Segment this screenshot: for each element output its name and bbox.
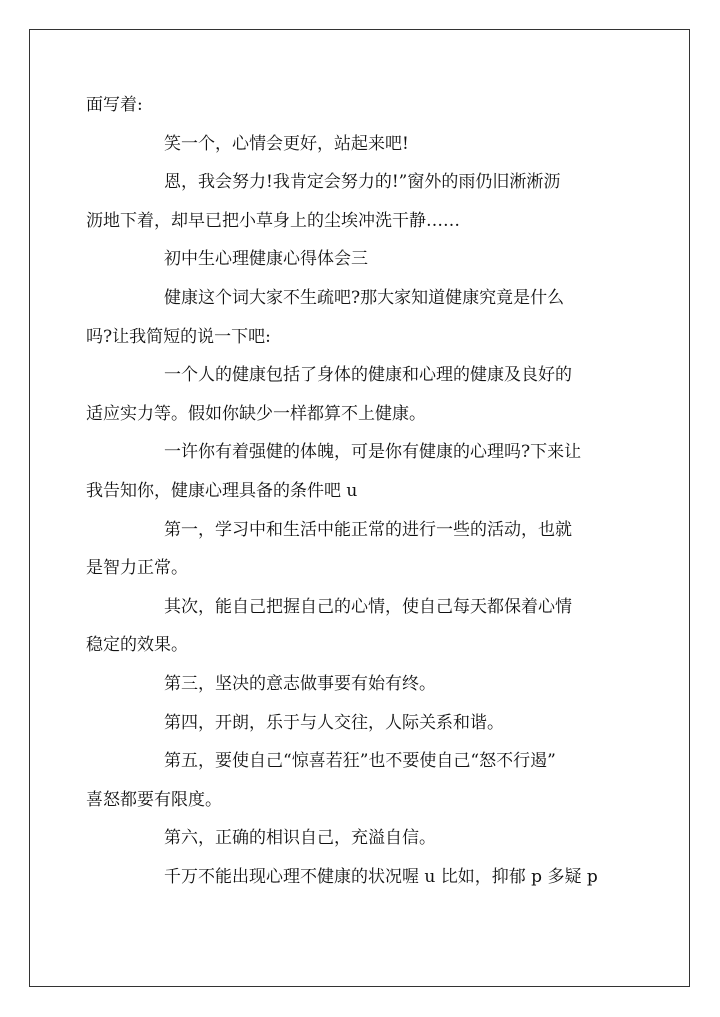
text-line: 我告知你，健康心理具备的条件吧 u [86,480,358,501]
text-line: 一许你有着强健的体魄，可是你有健康的心理吗?下来让 [164,442,582,463]
text-line: 沥地下着，却早已把小草身上的尘埃冲洗干静…… [86,210,460,231]
document-body [86,86,638,896]
text-line: 健康这个词大家不生疏吧?那大家知道健康究竟是什么 [164,287,565,308]
text-line: 第五，要使自己“惊喜若狂”也不要使自己“怒不行遏” [164,751,556,772]
text-line: 一个人的健康包括了身体的健康和心理的健康及良好的 [164,365,572,386]
text-line: 适应实力等。假如你缺少一样都算不上健康。 [86,403,426,424]
text-line: 恩，我会努力!我肯定会努力的!”窗外的雨仍旧淅淅沥 [164,172,561,193]
text-line: 第一，学习中和生活中能正常的进行一些的活动，也就 [164,519,572,540]
text-line: 是智力正常。 [86,558,188,579]
text-line: 第三，坚决的意志做事要有始有终。 [164,673,436,694]
text-line: 面写着: [86,95,143,115]
text-line: 第六，正确的相识自己，充溢自信。 [164,828,436,849]
text-line: 稳定的效果。 [86,635,188,656]
text-line: 其次，能自己把握自己的心情，使自己每天都保着心情 [164,596,572,617]
text-line: 喜怒都要有限度。 [86,789,222,810]
text-line: 吗?让我简短的说一下吧: [86,326,271,347]
text-line: 第四，开朗，乐于与人交往，人际关系和谐。 [164,712,504,733]
text-line: 千万不能出现心理不健康的状况喔 u 比如，抑郁 p 多疑 p [164,866,598,887]
text-line: 笑一个，心情会更好，站起来吧! [164,133,409,154]
section-heading: 初中生心理健康心得体会三 [164,249,368,270]
